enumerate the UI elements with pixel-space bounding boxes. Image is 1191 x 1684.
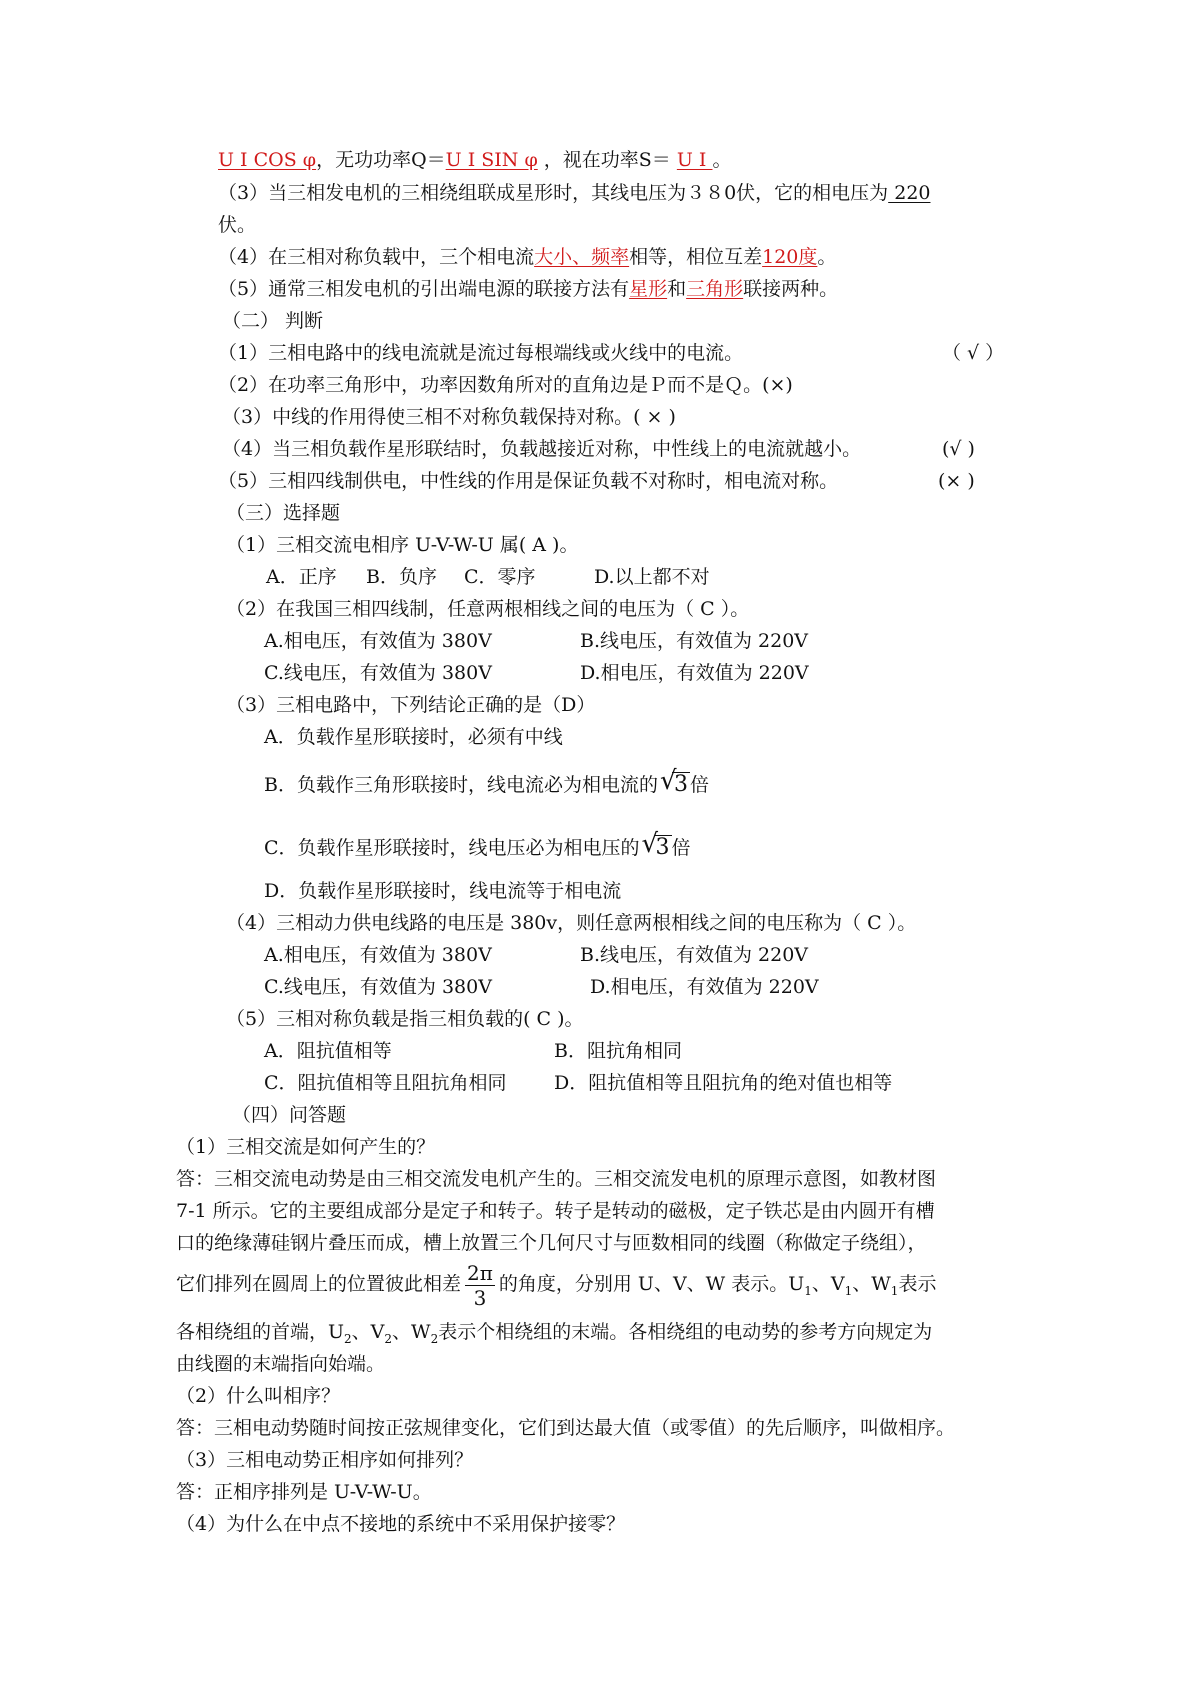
fill-item-4-end: 。 bbox=[817, 246, 837, 268]
choice-q2-opt-a: A.相电压，有效值为 380V bbox=[264, 630, 492, 652]
fill-line-power bbox=[218, 148, 731, 172]
judge-item-4: （4）当三相负载作星形联结时，负载越接近对称，中性线上的电流就越小。 bbox=[222, 438, 862, 460]
choice-q4-opt-c: C.线电压，有效值为 380V bbox=[264, 976, 492, 998]
choice-q5-opt-c: C．阻抗值相等且阻抗角相同 bbox=[264, 1072, 507, 1094]
choice-q1-opt-a: A．正序 bbox=[266, 566, 337, 588]
judge-item-5: （5）三相四线制供电，中性线的作用是保证负载不对称时，相电流对称。 bbox=[218, 470, 839, 492]
choice-q4-opt-b: B.线电压，有效值为 220V bbox=[580, 944, 809, 966]
choice-q3-opt-d: D．负载作星形联接时，线电流等于相电流 bbox=[264, 880, 622, 902]
fill-item-3-cont bbox=[218, 213, 256, 237]
answer-magnitude-frequency: 大小、频率 bbox=[534, 246, 630, 268]
answer-active-power: U I COS φ bbox=[218, 149, 317, 171]
sqrt-symbol: √ 3 bbox=[641, 829, 670, 860]
subscript-1: 1 bbox=[890, 1283, 899, 1298]
qa-a1-line5-text-c: 、W bbox=[392, 1321, 431, 1343]
qa-a1-line3: 口的绝缘薄硅钢片叠压而成，槽上放置三个几何尺寸与匝数相同的线圈（称做定子绕组）， bbox=[176, 1232, 927, 1254]
judge-item-5-mark: (× ) bbox=[938, 470, 975, 492]
choice-q5-opt-b: B．阻抗角相同 bbox=[554, 1040, 682, 1062]
qa-a1-line5 bbox=[176, 1320, 932, 1351]
qa-a1-line4 bbox=[176, 1257, 936, 1318]
sqrt-symbol: √ 3 bbox=[659, 766, 688, 797]
qa-q3: （3）三相电动势正相序如何排列？ bbox=[176, 1449, 474, 1471]
judge-item-4-mark: (√ ) bbox=[942, 438, 975, 460]
text-apparent-power: ，视在功率S＝ bbox=[537, 149, 677, 171]
qa-heading: （四）问答题 bbox=[232, 1104, 347, 1126]
judge-item-1-mark: （ √ ） bbox=[942, 342, 1005, 364]
fraction-2pi-over-3 bbox=[465, 1261, 495, 1310]
sqrt-radicand: 3 bbox=[655, 835, 670, 860]
choice-q1-opt-b: B．负序 bbox=[366, 566, 437, 588]
qa-a1-line1: 答：三相交流电动势是由三相交流发电机产生的。三相交流发电机的原理示意图，如教材图 bbox=[176, 1168, 937, 1190]
choice-q4-opt-a: A.相电压，有效值为 380V bbox=[264, 944, 492, 966]
choice-q5-opt-d: D．阻抗值相等且阻抗角的绝对值也相等 bbox=[554, 1072, 893, 1094]
choice-q1-opt-c: C．零序 bbox=[464, 566, 536, 588]
subscript-2: 2 bbox=[430, 1331, 439, 1346]
fraction-numerator: 2π bbox=[467, 1260, 493, 1285]
answer-phase-voltage: 220 bbox=[888, 182, 931, 204]
choice-q3-opt-b-end: 倍 bbox=[689, 774, 709, 796]
subscript-1: 1 bbox=[844, 1283, 853, 1298]
fill-item-4-text: （4）在三相对称负载中，三个相电流 bbox=[218, 246, 535, 268]
choice-q5-opt-a: A．阻抗值相等 bbox=[264, 1040, 392, 1062]
judge-heading: （二） 判断 bbox=[222, 310, 324, 332]
fill-item-4-text-b: 相等，相位互差 bbox=[629, 246, 763, 268]
fill-item-5-text: （5）通常三相发电机的引出端电源的联接方法有 bbox=[218, 278, 630, 300]
choice-q5: （5）三相对称负载是指三相负载的( C )。 bbox=[226, 1008, 584, 1030]
text-period: 。 bbox=[712, 149, 732, 171]
choice-q3-opt-b bbox=[264, 766, 709, 797]
qa-q4: （4）为什么在中点不接地的系统中不采用保护接零？ bbox=[176, 1513, 626, 1535]
qa-a1-line4-text-e: 表示 bbox=[898, 1273, 937, 1295]
answer-reactive-power: U I SIN φ bbox=[445, 149, 538, 171]
subscript-2: 2 bbox=[384, 1331, 393, 1346]
fill-item-5-and: 和 bbox=[667, 278, 687, 300]
choice-q1-opt-d: D.以上都不对 bbox=[594, 566, 710, 588]
choice-q3-opt-c bbox=[264, 829, 691, 860]
qa-q1: （1）三相交流是如何产生的？ bbox=[176, 1136, 436, 1158]
choice-heading: （三）选择题 bbox=[226, 502, 341, 524]
qa-q2: （2）什么叫相序？ bbox=[176, 1385, 341, 1407]
answer-delta: 三角形 bbox=[686, 278, 744, 300]
choice-q1: （1）三相交流电相序 U-V-W-U 属( A )。 bbox=[226, 534, 579, 556]
qa-a2: 答：三相电动势随时间按正弦规律变化，它们到达最大值（或零值）的先后顺序，叫做相序。 bbox=[176, 1417, 956, 1439]
qa-a1-line5-text-b: 、V bbox=[351, 1321, 385, 1343]
fill-item-3-unit: 伏。 bbox=[218, 214, 257, 236]
qa-a1-line5-text: 各相绕组的首端，U bbox=[176, 1321, 345, 1343]
qa-a1-line6: 由线圈的末端指向始端。 bbox=[176, 1353, 386, 1375]
subscript-2: 2 bbox=[344, 1331, 352, 1346]
choice-q3: （3）三相电路中，下列结论正确的是（D） bbox=[226, 694, 596, 716]
answer-apparent-power: U I bbox=[676, 149, 713, 171]
choice-q2: （2）在我国三相四线制，任意两根相线之间的电压为（ C ）。 bbox=[226, 598, 750, 620]
judge-item-3: （3）中线的作用得使三相不对称负载保持对称。( × ) bbox=[222, 406, 676, 428]
answer-star: 星形 bbox=[629, 278, 668, 300]
fraction-denominator: 3 bbox=[473, 1285, 487, 1310]
fill-item-4 bbox=[218, 245, 836, 269]
choice-q3-opt-b-text: B．负载作三角形联接时，线电流必为相电流的 bbox=[264, 774, 658, 796]
qa-a1-line4-text-c: 、V bbox=[811, 1273, 845, 1295]
choice-q2-opt-c: C.线电压，有效值为 380V bbox=[264, 662, 492, 684]
sqrt-radicand: 3 bbox=[673, 772, 688, 797]
choice-q3-opt-a: A．负载作星形联接时，必须有中线 bbox=[264, 726, 563, 748]
fill-item-3-text: （3）当三相发电机的三相绕组联成星形时，其线电压为３８0伏，它的相电压为 bbox=[218, 182, 889, 204]
qa-a1-line5-text-d: 表示个相绕组的末端。各相绕组的电动势的参考方向规定为 bbox=[438, 1321, 933, 1343]
choice-q4-opt-d: D.相电压，有效值为 220V bbox=[590, 976, 819, 998]
qa-a1-line4-text-b: 的角度，分别用 U、V、W 表示。U bbox=[498, 1273, 805, 1295]
qa-a1-line2: 7-1 所示。它的主要组成部分是定子和转子。转子是转动的磁极，定子铁芯是由内圆开有槽 bbox=[176, 1200, 935, 1222]
qa-a3: 答：正相序排列是 U-V-W-U。 bbox=[176, 1481, 432, 1503]
judge-item-1: （1）三相电路中的线电流就是流过每根端线或火线中的电流。 bbox=[218, 342, 744, 364]
qa-a1-line4-text: 它们排列在圆周上的位置彼此相差 bbox=[176, 1273, 462, 1295]
qa-a1-line4-text-d: 、W bbox=[852, 1273, 891, 1295]
choice-q2-opt-b: B.线电压，有效值为 220V bbox=[580, 630, 809, 652]
answer-phase-difference: 120度 bbox=[762, 246, 818, 268]
fill-item-5-end: 联接两种。 bbox=[743, 278, 839, 300]
choice-q3-opt-c-text: C．负载作星形联接时，线电压必为相电压的 bbox=[264, 837, 640, 859]
fill-item-3 bbox=[218, 181, 931, 205]
text-reactive-power: ，无功功率Q＝ bbox=[316, 149, 446, 171]
judge-item-2: （2）在功率三角形中，功率因数角所对的直角边是Ｐ而不是Ｑ。(×) bbox=[218, 374, 793, 396]
choice-q2-opt-d: D.相电压，有效值为 220V bbox=[580, 662, 809, 684]
choice-q4: （4）三相动力供电线路的电压是 380v，则任意两根相线之间的电压称为（ C ）。 bbox=[226, 912, 917, 934]
choice-q3-opt-c-end: 倍 bbox=[671, 837, 691, 859]
fill-item-5 bbox=[218, 277, 838, 301]
subscript-1: 1 bbox=[804, 1283, 812, 1298]
